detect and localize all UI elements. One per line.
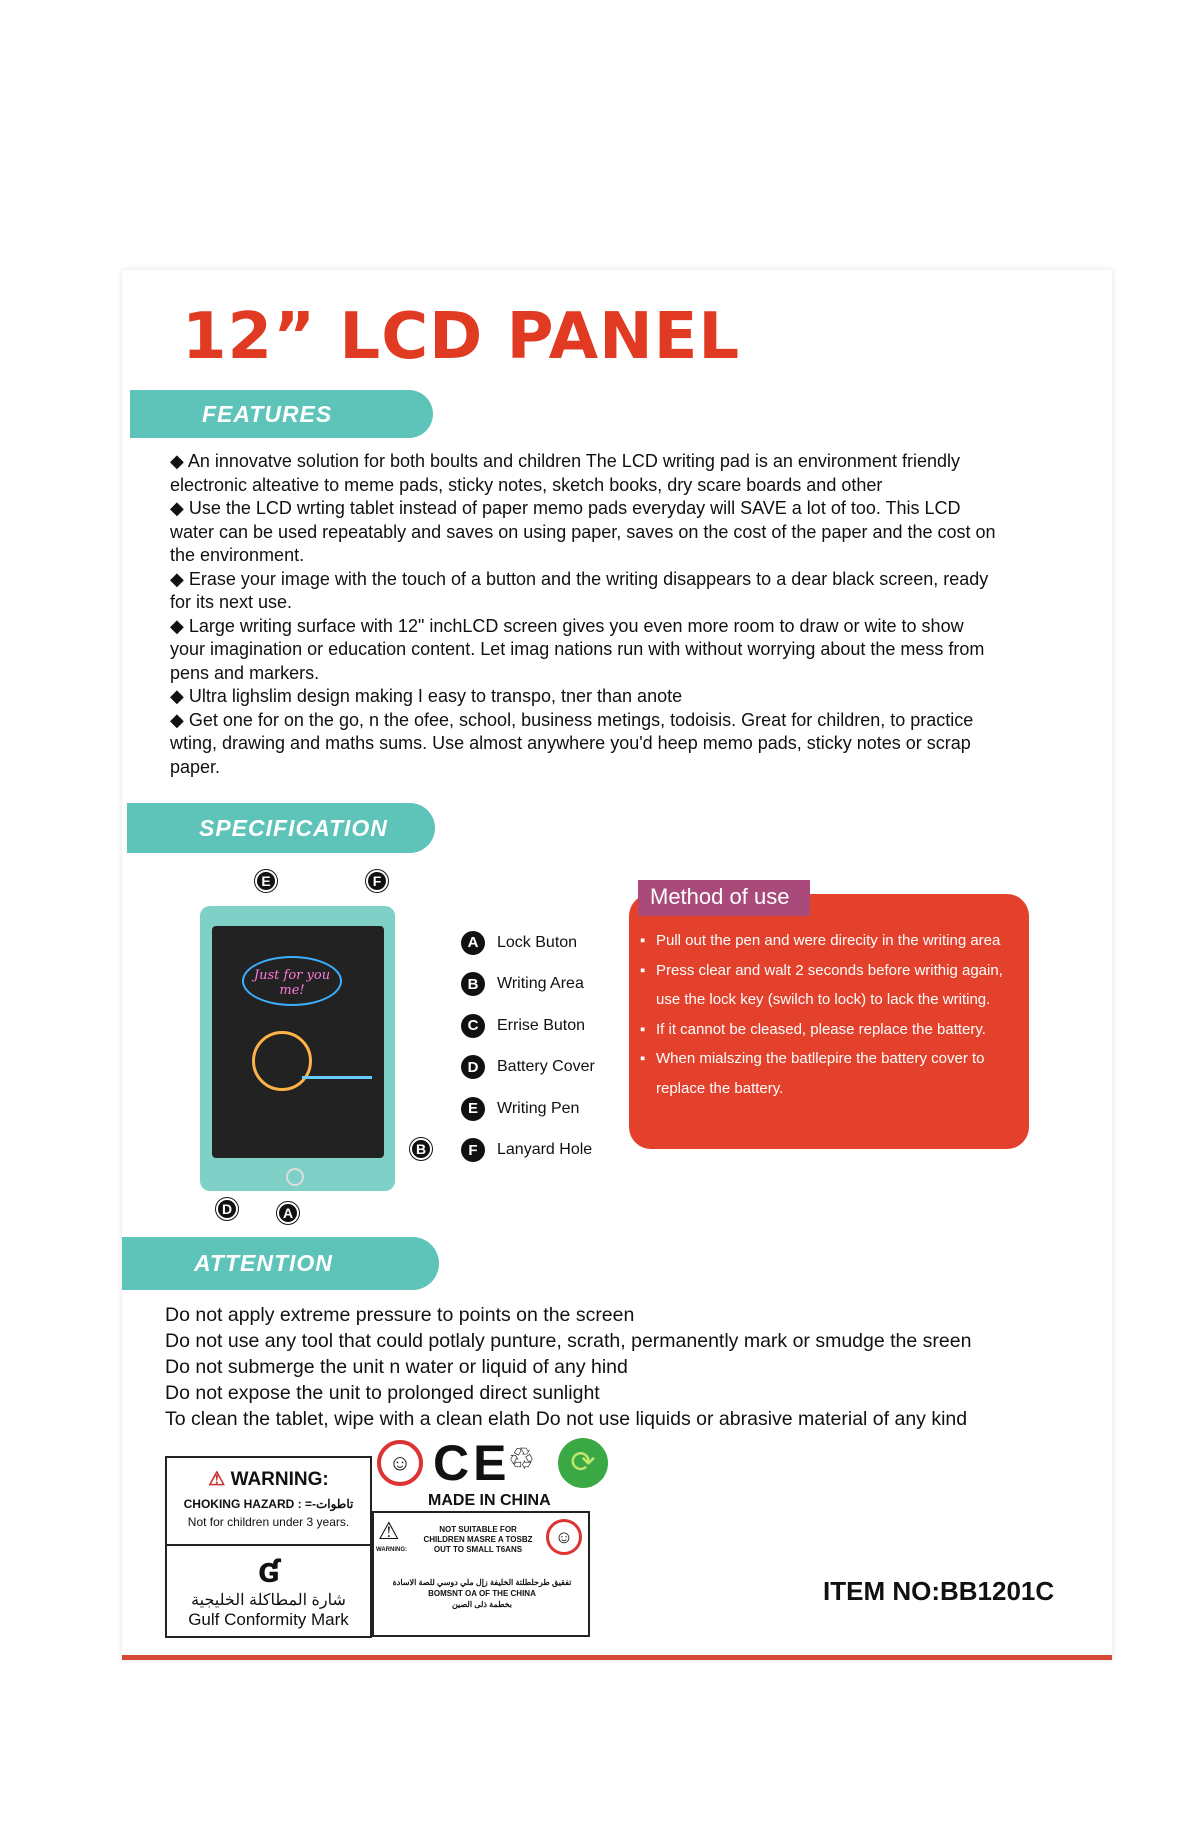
legend-item: E Writing Pen <box>461 1088 595 1130</box>
method-item: ▪ Press clear and walt 2 seconds before writhig again, use the lock key (swilch to lock) to lack the writing. <box>640 956 1020 1015</box>
page-title: 12” LCD PANEL <box>182 300 741 374</box>
not-suitable-text: NOT SUITABLE FOR CHILDREN MASRE A TOSBZ OUT TO SMALL T6ANS <box>423 1525 533 1554</box>
callout-d: D <box>216 1198 238 1220</box>
item-number: ITEM NO:BB1201C <box>823 1576 1055 1606</box>
age-warning: Not for children under 3 years. <box>187 1515 350 1529</box>
legend-item: A Lock Buton <box>461 922 595 964</box>
feature-item: ◆ Ultra lighslim design making I easy to transpo, tner than anote <box>170 686 683 706</box>
method-heading: Method of use <box>638 880 810 916</box>
warning-box <box>165 1456 372 1638</box>
recycle-icon: ♲ <box>508 1443 535 1476</box>
warning-triangle-icon: ⚠ <box>378 1518 400 1545</box>
features-banner: FEATURES <box>130 390 433 438</box>
features-list <box>170 450 1000 779</box>
arabic-text: تفقيق طرحلطلتة الخليفة زإل ملي دوسي للصة الاسادة <box>392 1578 572 1587</box>
legend-item: B Writing Area <box>461 964 595 1006</box>
speech-bubble: Just for you me! <box>242 956 342 1006</box>
feature-item: ◆ Large writing surface with 12" inchLCD screen gives you even more room to draw or wite to show your imagination or education content. Let imag nations run with without worrying about the mess from pens and markers. <box>170 615 985 683</box>
attention-item: Do not submerge the unit n water or liquid of any hind <box>165 1356 628 1378</box>
green-dot-icon: ⟳ <box>558 1438 608 1488</box>
callout-a: A <box>277 1202 299 1224</box>
arabic-text: بخطمة ذلى الصين <box>451 1600 513 1609</box>
no-children-icon: ☺ <box>377 1440 423 1486</box>
feature-item: ◆ An innovatve solution for both boults and children The LCD writing pad is an environment friendly electronic alteative to meme pads, sticky notes, sketch books, dry scare boards and other <box>170 451 960 495</box>
legend-item: C Errise Buton <box>461 1005 595 1047</box>
feature-item: ◆ Use the LCD wrting tablet instead of paper memo pads everyday will SAVE a lot of too. This LCD water can be used repeatably and saves on using paper, saves on the cost of the paper and the cost on the environment. <box>170 498 996 565</box>
gulf-mark-arabic: شارة المطاكلة الخليجية <box>191 1592 346 1609</box>
legend-item: F Lanyard Hole <box>461 1130 595 1172</box>
monkey-drawing <box>252 1031 312 1091</box>
attention-item: To clean the tablet, wipe with a clean elath Do not use liquids or abrasive material of any kind <box>165 1408 968 1430</box>
attention-list <box>165 1302 1025 1432</box>
drawing-line <box>302 1076 372 1079</box>
attention-banner: ATTENTION <box>122 1237 439 1290</box>
legend-item: D Battery Cover <box>461 1047 595 1089</box>
writing-area <box>212 926 384 1158</box>
made-in-china: MADE IN CHINA <box>428 1492 551 1509</box>
warning-small-label: WARNING: <box>376 1547 407 1553</box>
tablet-illustration <box>200 906 395 1191</box>
callout-f: F <box>366 870 388 892</box>
method-item: ▪ Pull out the pen and were direcity in the writing area <box>640 926 1020 956</box>
feature-item: ◆ Erase your image with the touch of a button and the writing disappears to a dear black screen, ready for its next use. <box>170 568 989 612</box>
spec-legend <box>461 922 595 1171</box>
callout-b: B <box>410 1138 432 1160</box>
method-list <box>640 926 1020 1103</box>
attention-item: Do not apply extreme pressure to points on the screen <box>165 1304 635 1326</box>
ce-mark-icon: CE <box>433 1435 511 1491</box>
feature-item: ◆ Get one for on the go, n the ofee, school, business metings, todoisis. Great for children, to practice wting, drawing and maths sums. Use almost anywhere you'd heep memo pads, sticky notes or scrap paper. <box>170 709 974 777</box>
choking-hazard: CHOKING HAZARD : =-تاطوات <box>183 1497 354 1511</box>
warning-label: WARNING: <box>230 1469 329 1490</box>
method-item: ▪ When mialszing the batllepire the battery cover to replace the battery. <box>640 1044 1020 1103</box>
attention-item: Do not use any tool that could potlaly punture, scrath, permanently mark or smudge the sreen <box>165 1330 972 1352</box>
lock-button <box>286 1168 304 1186</box>
china-text: BOMSNT OA OF THE CHINA <box>428 1589 536 1598</box>
attention-item: Do not expose the unit to prolonged direct sunlight <box>165 1382 600 1404</box>
warning-triangle-icon: ⚠ <box>208 1469 226 1490</box>
specification-banner: SPECIFICATION <box>127 803 435 853</box>
gulf-mark-english: Gulf Conformity Mark <box>188 1610 349 1629</box>
method-item: ▪ If it cannot be cleased, please replace the battery. <box>640 1015 1020 1045</box>
gulf-mark-logo-icon: ʛ <box>257 1549 280 1590</box>
callout-e: E <box>255 870 277 892</box>
no-children-icon: ☺ <box>546 1519 582 1555</box>
not-suitable-box <box>372 1511 590 1637</box>
